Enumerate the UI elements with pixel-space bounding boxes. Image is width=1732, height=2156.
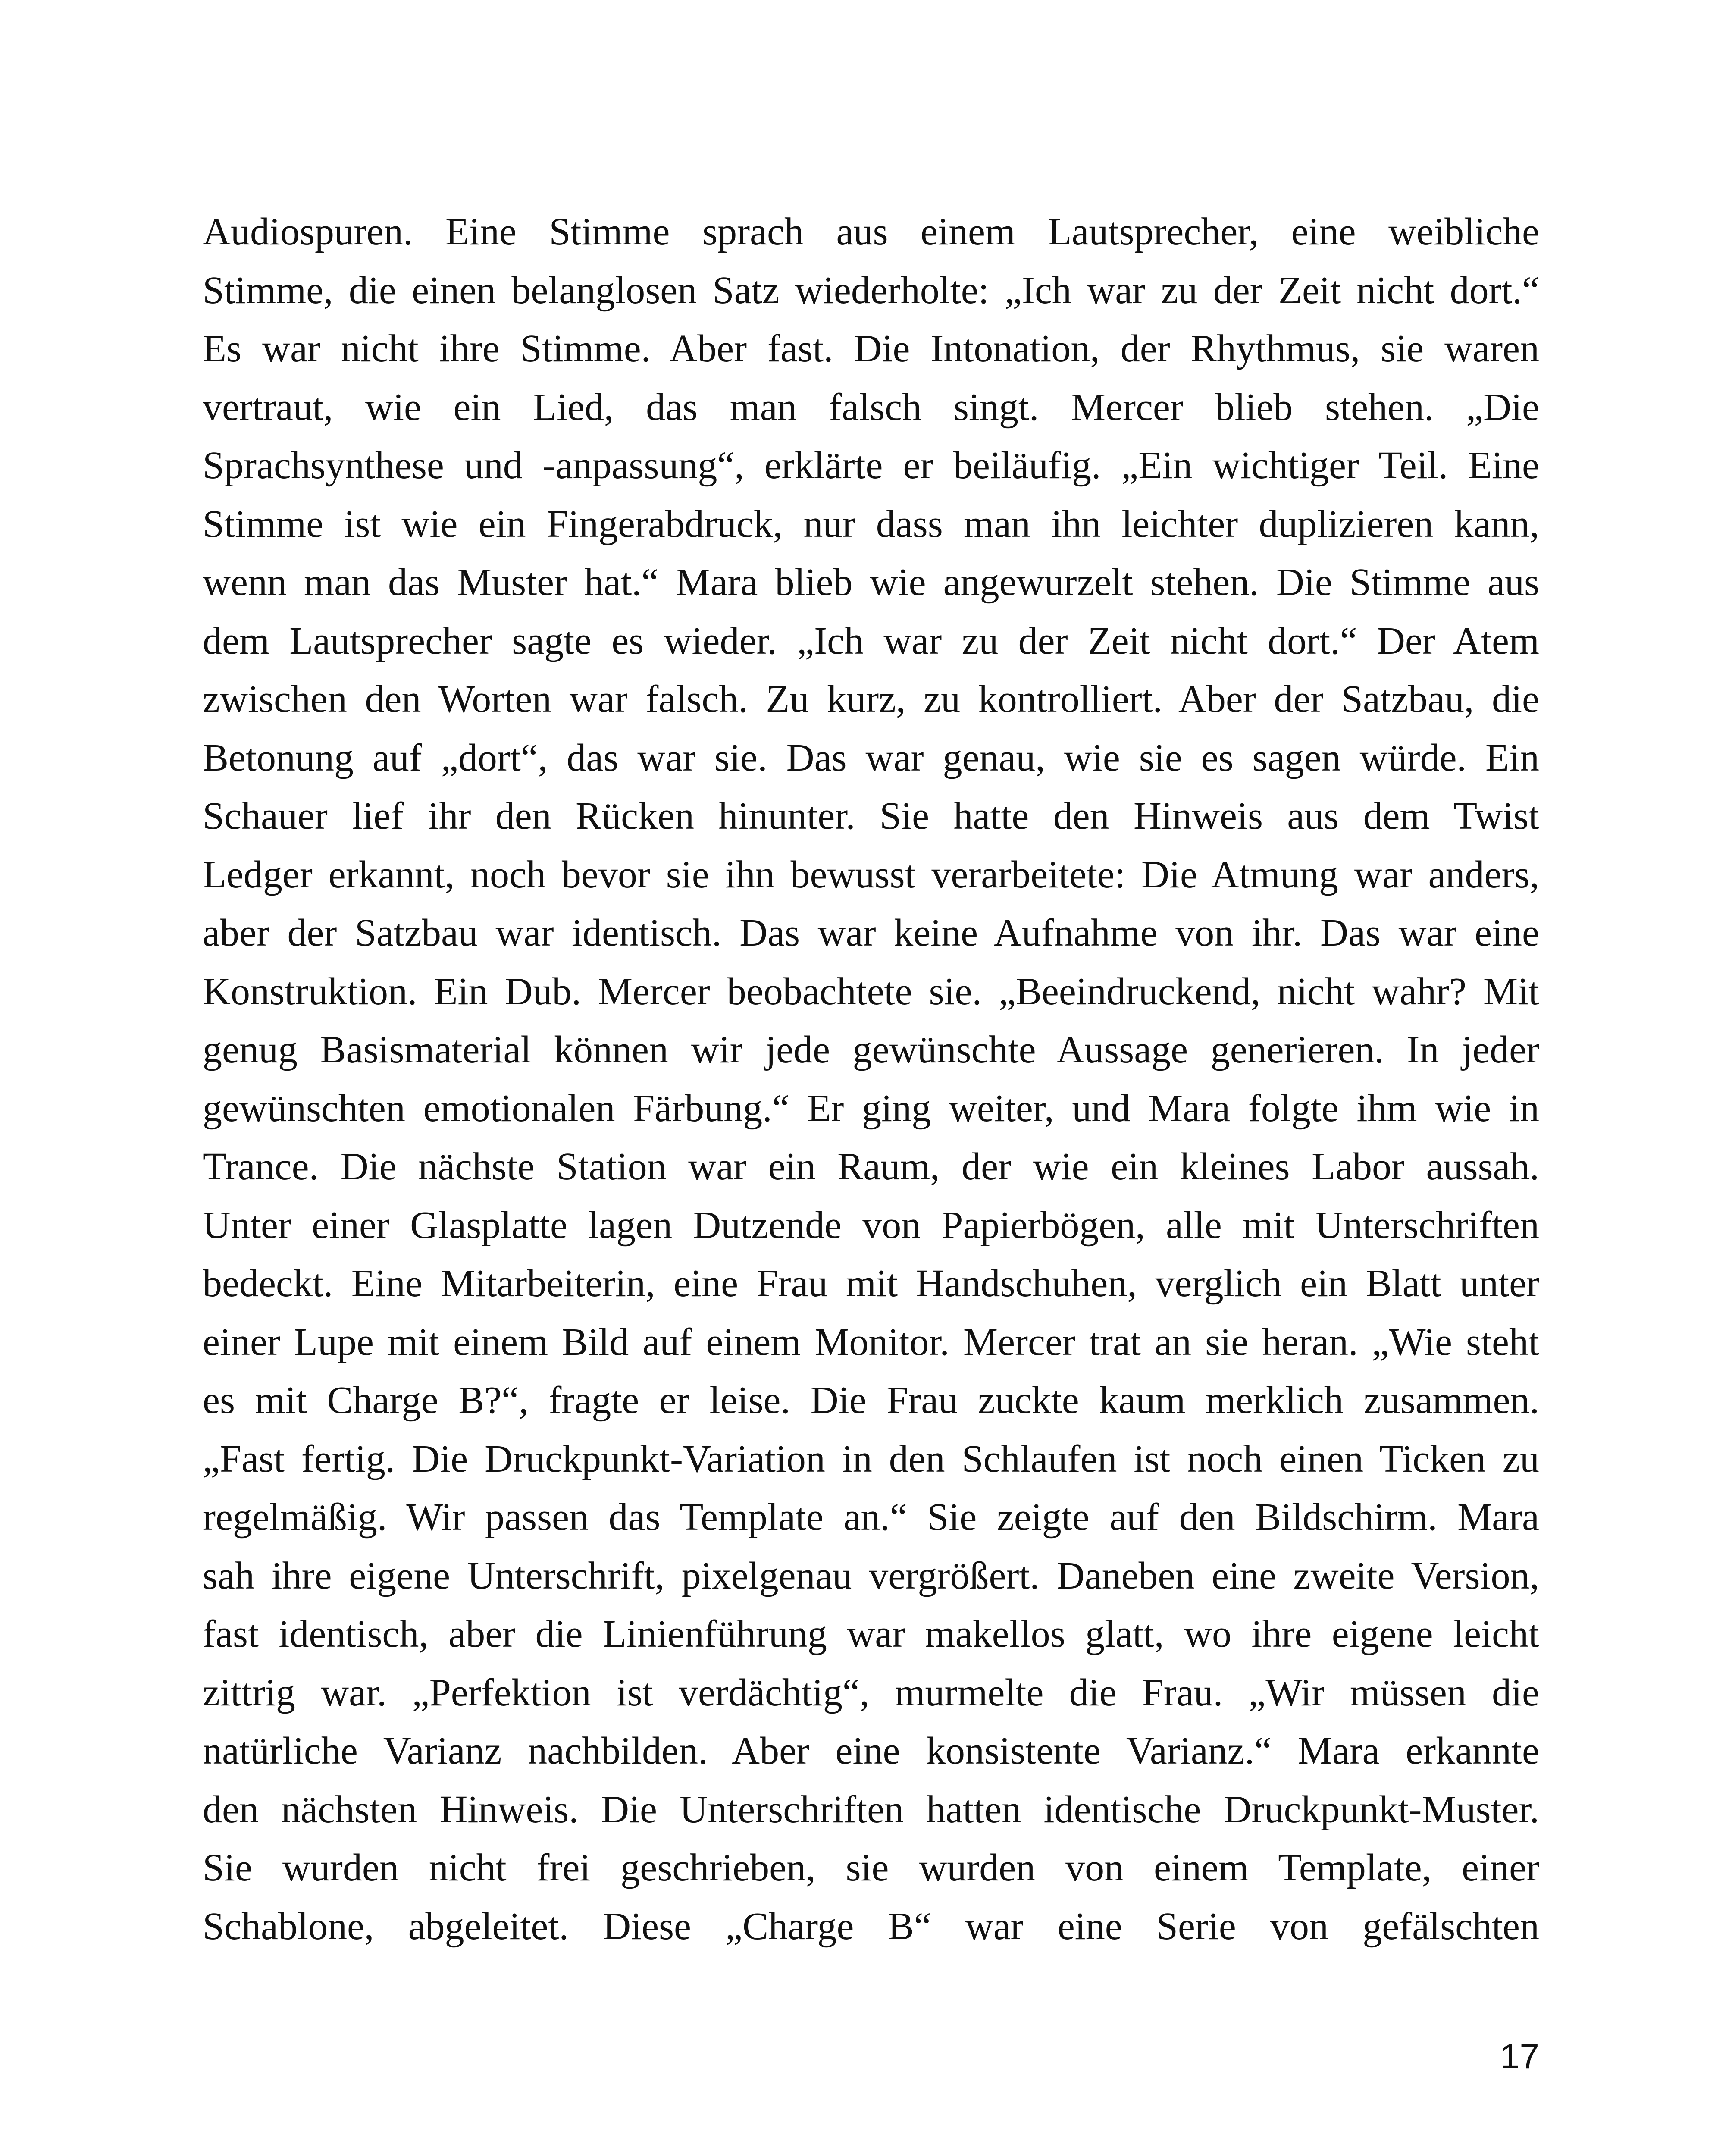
text-line: Audiospuren. Eine Stimme sprach aus einem Lautsprecher, eine weibliche (203, 210, 1539, 253)
text-line: Trance. Die nächste Station war ein Raum, der wie ein kleines Labor aussah. (203, 1145, 1539, 1188)
text-line: Ledger erkannt, noch bevor sie ihn bewusst verarbeitete: Die Atmung war anders, (203, 853, 1539, 896)
text-line: zwischen den Worten war falsch. Zu kurz, zu kontrolliert. Aber der Satzbau, die (203, 678, 1539, 721)
text-line: dem Lautsprecher sagte es wieder. „Ich war zu der Zeit nicht dort.“ Der Atem (203, 619, 1539, 662)
text-line: Sprachsynthese und -anpassung“, erklärte er beiläufig. „Ein wichtiger Teil. Eine (203, 444, 1539, 487)
text-line: Es war nicht ihre Stimme. Aber fast. Die Intonation, der Rhythmus, sie waren (203, 327, 1539, 370)
text-line: Sie wurden nicht frei geschrieben, sie wurden von einem Template, einer (203, 1846, 1539, 1889)
text-line: Konstruktion. Ein Dub. Mercer beobachtete sie. „Beeindruckend, nicht wahr? Mit (203, 970, 1539, 1013)
text-line: zittrig war. „Perfektion ist verdächtig“, murmelte die Frau. „Wir müssen die (203, 1671, 1539, 1714)
text-line: vertraut, wie ein Lied, das man falsch singt. Mercer blieb stehen. „Die (203, 385, 1539, 429)
text-line: wenn man das Muster hat.“ Mara blieb wie angewurzelt stehen. Die Stimme aus (203, 561, 1539, 604)
text-line: „Fast fertig. Die Druckpunkt-Variation in den Schlaufen ist noch einen Ticken zu (203, 1437, 1539, 1480)
text-line: Unter einer Glasplatte lagen Dutzende von Papierbögen, alle mit Unterschriften (203, 1203, 1539, 1247)
text-line: Betonung auf „dort“, das war sie. Das war genau, wie sie es sagen würde. Ein (203, 736, 1539, 779)
text-line: gewünschten emotionalen Färbung.“ Er ging weiter, und Mara folgte ihm wie in (203, 1087, 1539, 1130)
text-line: den nächsten Hinweis. Die Unterschriften hatten identische Druckpunkt-Muster. (203, 1788, 1539, 1831)
text-line: regelmäßig. Wir passen das Template an.“ Sie zeigte auf den Bildschirm. Mara (203, 1496, 1539, 1539)
text-line: sah ihre eigene Unterschrift, pixelgenau vergrößert. Daneben eine zweite Version, (203, 1554, 1539, 1597)
text-line: aber der Satzbau war identisch. Das war keine Aufnahme von ihr. Das war eine (203, 912, 1539, 954)
page-number: 17 (1500, 2037, 1539, 2076)
text-line: Stimme, die einen belanglosen Satz wiederholte: „Ich war zu der Zeit nicht dort.“ (203, 269, 1539, 312)
text-line: Schablone, abgeleitet. Diese „Charge B“ war eine Serie von gefälschten (203, 1905, 1539, 1948)
text-line: natürliche Varianz nachbilden. Aber eine konsistente Varianz.“ Mara erkannte (203, 1730, 1539, 1772)
body-text (203, 203, 1539, 1955)
text-line: es mit Charge B?“, fragte er leise. Die Frau zuckte kaum merklich zusammen. (203, 1379, 1539, 1422)
text-line: genug Basismaterial können wir jede gewünschte Aussage generieren. In jeder (203, 1028, 1539, 1071)
text-line: bedeckt. Eine Mitarbeiterin, eine Frau mit Handschuhen, verglich ein Blatt unter (203, 1262, 1539, 1305)
text-line: Schauer lief ihr den Rücken hinunter. Sie hatte den Hinweis aus dem Twist (203, 795, 1539, 837)
text-line: einer Lupe mit einem Bild auf einem Monitor. Mercer trat an sie heran. „Wie steht (203, 1320, 1539, 1363)
text-line: Stimme ist wie ein Fingerabdruck, nur dass man ihn leichter duplizieren kann, (203, 502, 1539, 545)
text-line: fast identisch, aber die Linienführung war makellos glatt, wo ihre eigene leicht (203, 1613, 1539, 1655)
